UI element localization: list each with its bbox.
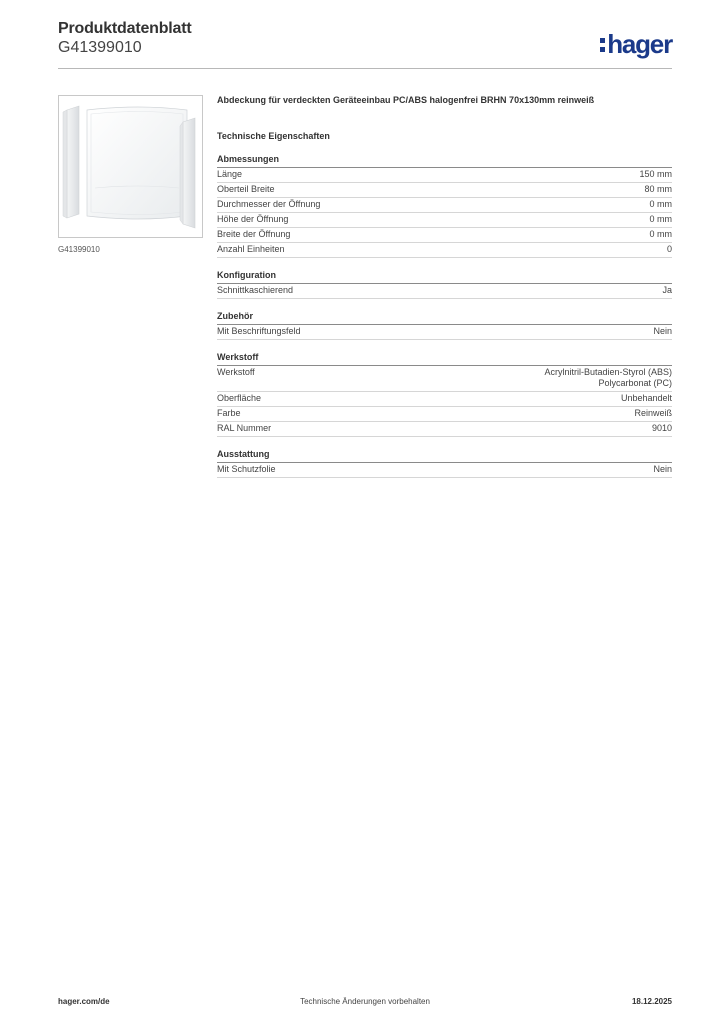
row-value: 0 mm — [649, 229, 672, 239]
row-value: Nein — [653, 464, 672, 474]
table-row — [217, 422, 672, 437]
header-divider — [58, 68, 672, 69]
row-label: RAL Nummer — [217, 423, 272, 433]
table-row — [217, 243, 672, 258]
hager-logo[interactable] — [600, 29, 672, 60]
table-row — [217, 392, 672, 407]
row-label: Oberfläche — [217, 393, 262, 403]
row-label: Länge — [217, 169, 243, 179]
row-value-line: Acrylnitril-Butadien-Styrol (ABS) — [544, 367, 672, 377]
row-value: 0 — [666, 244, 672, 254]
technical-properties-heading: Technische Eigenschaften — [217, 131, 330, 141]
product-description: Abdeckung für verdeckten Geräteeinbau PC/ABS halogenfrei BRHN 70x130mm reinweiß — [217, 95, 595, 105]
row-label: Mit Beschriftungsfeld — [217, 326, 301, 336]
section-accessories — [217, 311, 672, 340]
cover-plate-illustration — [59, 96, 202, 237]
website-link[interactable]: hager.com/de — [58, 997, 110, 1006]
row-value: 0 mm — [649, 214, 672, 224]
document-title: Produktdatenblatt — [58, 20, 192, 37]
product-code: G41399010 — [58, 39, 142, 56]
section-configuration — [217, 270, 672, 299]
row-value: 0 mm — [649, 199, 672, 209]
table-row — [217, 228, 672, 243]
table-row — [217, 407, 672, 422]
table-row — [217, 284, 672, 299]
row-label: Durchmesser der Öffnung — [217, 199, 321, 209]
section-heading: Konfiguration — [217, 270, 672, 284]
row-value — [544, 367, 672, 389]
page-footer — [58, 997, 672, 1011]
row-label: Schnittkaschierend — [217, 285, 294, 295]
table-row — [217, 198, 672, 213]
document-date: 18.12.2025 — [631, 997, 672, 1006]
row-value: Nein — [653, 326, 672, 336]
row-value: 9010 — [651, 423, 672, 433]
product-details — [217, 95, 672, 478]
image-caption: G41399010 — [58, 245, 100, 254]
row-value-line: Polycarbonat (PC) — [598, 378, 672, 388]
table-row — [217, 463, 672, 478]
table-row — [217, 213, 672, 228]
row-value: Reinweiß — [634, 408, 672, 418]
table-row — [217, 366, 672, 392]
section-equipment — [217, 449, 672, 478]
table-row — [217, 168, 672, 183]
section-material — [217, 352, 672, 437]
section-heading: Zubehör — [217, 311, 672, 325]
row-value: 80 mm — [644, 184, 672, 194]
logo-colon-mark — [600, 38, 605, 52]
page-header — [58, 20, 672, 70]
section-heading: Werkstoff — [217, 352, 672, 366]
section-heading: Abmessungen — [217, 154, 672, 168]
product-image — [58, 95, 203, 238]
row-label: Mit Schutzfolie — [217, 464, 276, 474]
row-label: Anzahl Einheiten — [217, 244, 285, 254]
row-label: Breite der Öffnung — [217, 229, 291, 239]
row-label: Farbe — [217, 408, 241, 418]
logo-text: hager — [607, 29, 672, 59]
table-row — [217, 325, 672, 340]
row-value: 150 mm — [639, 169, 672, 179]
row-label: Oberteil Breite — [217, 184, 275, 194]
table-row — [217, 183, 672, 198]
row-value: Ja — [662, 285, 672, 295]
changes-notice: Technische Änderungen vorbehalten — [300, 997, 430, 1006]
row-label: Werkstoff — [217, 367, 255, 377]
row-value: Unbehandelt — [620, 393, 672, 403]
row-label: Höhe der Öffnung — [217, 214, 289, 224]
section-heading: Ausstattung — [217, 449, 672, 463]
section-dimensions — [217, 154, 672, 258]
